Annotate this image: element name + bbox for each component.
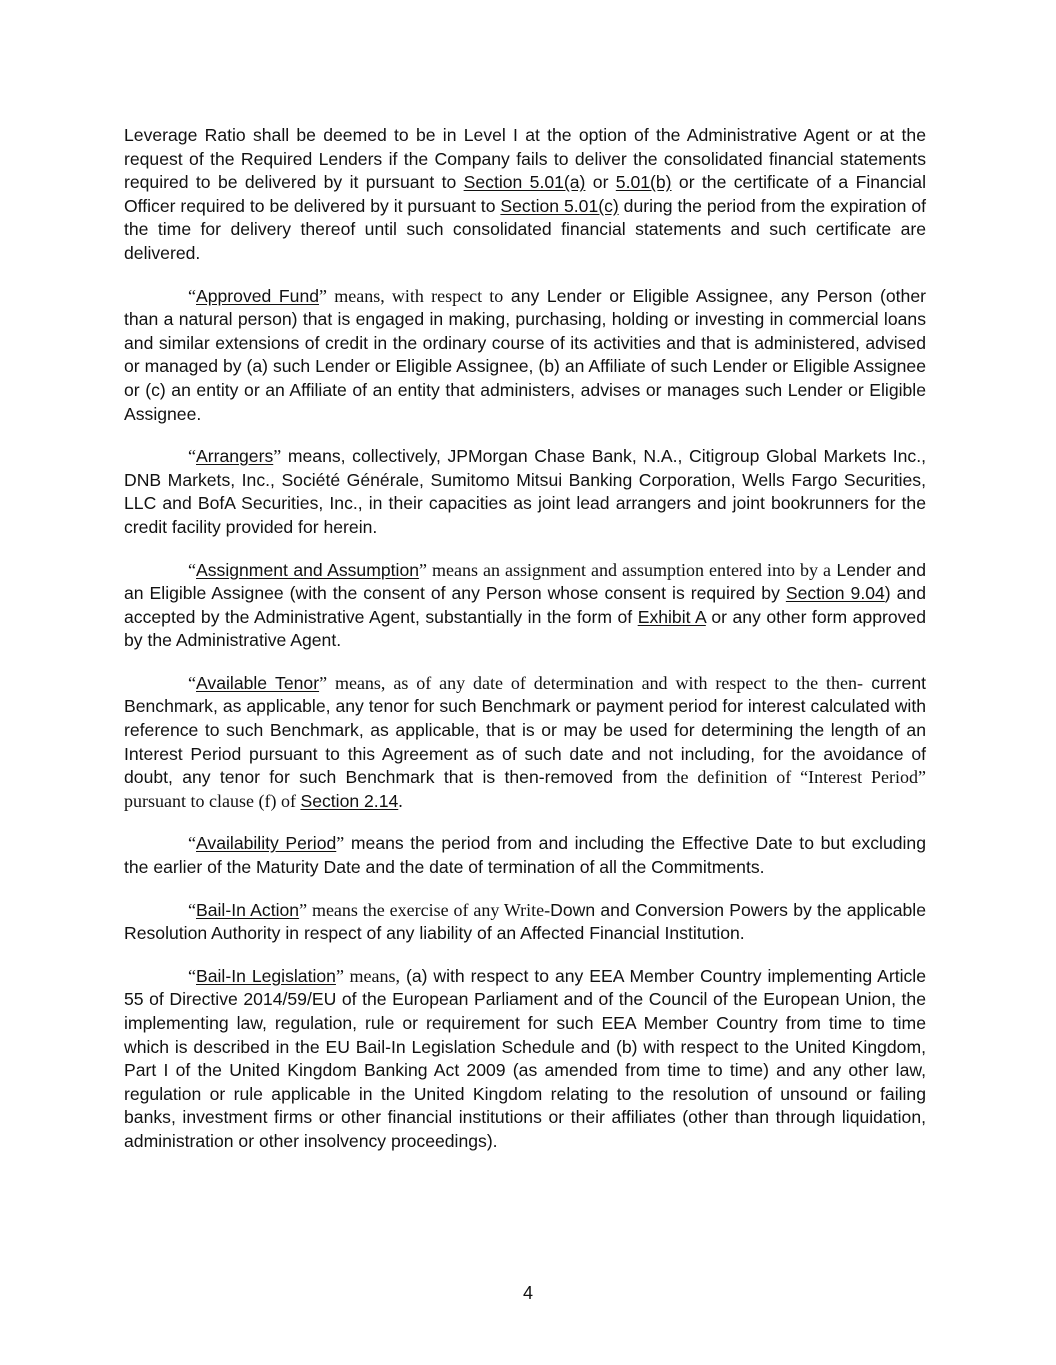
text: ) and accepted by the Administrative Agent, substantially in the form of (124, 583, 926, 627)
text: means, (343, 965, 401, 986)
close-quote: ” (299, 899, 308, 920)
definition-arrangers (124, 445, 926, 539)
text: current Benchmark, as applicable, any tenor for such Benchmark or payment period for interest calculated with reference to such Benchmark, as applicable, that is or may be used for determining the length of an Interest Period pursuant to this Agreement as of such date and not including, for the avoidance of doubt, any tenor for such Benchmark that is then-removed from (124, 672, 926, 788)
section-reference-link[interactable]: Section 9.04 (785, 583, 885, 604)
open-quote: “ (188, 285, 196, 306)
text: means the period from and including the Effective Date to but excluding the earlier of the Maturity Date and the date of termination of all the Commitments. (124, 833, 926, 878)
open-quote: “ (188, 899, 196, 920)
text: Leverage Ratio shall be deemed to be in Level I at the option of the Administrative Agent or at the request of the Required Lenders if the Company fails to deliver the consolidated financial statements required to be delivered by it pursuant to (124, 125, 926, 193)
text: means the exercise of any Write- (307, 899, 551, 920)
text: or the certificate of a Financial Officer required to be delivered by it pursuant to (124, 172, 926, 216)
section-reference-link[interactable]: 5.01(b) (615, 172, 672, 193)
close-quote: ” (273, 446, 282, 467)
text: means, with respect to (327, 285, 504, 306)
close-quote: ” (336, 833, 345, 854)
paragraph-leverage-ratio (124, 124, 926, 266)
text: means, as of any date of determination and with respect to the then- (327, 672, 863, 693)
page-number: 4 (522, 1283, 533, 1303)
text: the definition of “Interest Period” pursuant to clause (f) of (124, 767, 926, 811)
defined-term: Bail-In Action (196, 899, 300, 920)
close-quote: ” (419, 559, 428, 580)
text: means an assignment and assumption entered into by a (427, 559, 832, 580)
defined-term: Bail-In Legislation (196, 965, 336, 986)
close-quote: ” (319, 285, 328, 306)
defined-term: Availability Period (196, 833, 337, 854)
section-reference-link[interactable]: Section 5.01(c) (500, 195, 619, 216)
defined-term: Arrangers (196, 446, 274, 467)
text: Lender and an Eligible Assignee (with the consent of any Person whose consent is required by (124, 559, 926, 604)
text: (a) with respect to any EEA Member Country implementing Article 55 of Directive 2014/59/EU of the European Parliament and of the Council of the European Union, the implementing law, regulation, rule or requirement for such EEA Member Country from time to time which is described in the EU Bail-In Legislation Schedule and (b) with respect to the United Kingdom, Part I of the United Kingdom Banking Act 2009 (as amended from time to time) and any other law, regulation or rule applicable in the United Kingdom relating to the resolution of unsound or failing banks, investment firms or other financial institutions or their affiliates (other than through liquidation, administration or other insolvency proceedings). (124, 965, 927, 1151)
text: or (585, 172, 616, 193)
definition-bail-in-legislation (124, 965, 926, 1154)
definition-bail-in-action (124, 899, 926, 946)
definition-approved-fund (124, 285, 926, 427)
defined-term: Assignment and Assumption (196, 559, 420, 580)
defined-term: Available Tenor (196, 672, 320, 693)
close-quote: ” (335, 965, 344, 986)
text: during the period from the expiration of the time for delivery thereof until such consolidated financial statements and such certificate are delivered. (124, 195, 926, 263)
definition-availability-period (124, 832, 926, 879)
section-reference-link[interactable]: Section 5.01(a) (463, 172, 586, 193)
definition-available-tenor (124, 672, 926, 814)
section-reference-link[interactable]: Section 2.14 (300, 790, 399, 811)
open-quote: “ (188, 672, 196, 693)
text: or any other form approved by the Administrative Agent. (124, 606, 926, 651)
open-quote: “ (188, 833, 196, 854)
defined-term: Approved Fund (196, 285, 320, 306)
text: means, collectively, JPMorgan Chase Bank, N.A., Citigroup Global Markets Inc., DNB Markets, Inc., Société Générale, Sumitomo Mitsui Banking Corporation, Wells Fargo Securities, LLC and BofA Securities, Inc., in their capacities as joint lead arrangers and joint bookrunners for the credit facility provided for herein. (124, 446, 926, 537)
open-quote: “ (188, 446, 196, 467)
text: any Lender or Eligible Assignee, any Person (other than a natural person) that is engaged in making, purchasing, holding or investing in commercial loans and similar extensions of credit in the ordinary course of its activities and that is administered, advised or managed by (a) such Lender or Eligible Assignee, (b) an Affiliate of such Lender or Eligible Assignee or (c) an entity or an Affiliate of an entity that administers, advises or manages such Lender or Eligible Assignee. (124, 285, 926, 424)
text: . (398, 790, 403, 811)
text: Down and Conversion Powers by the applicable Resolution Authority in respect of any liability of an Affected Financial Institution. (124, 899, 926, 944)
exhibit-reference-link[interactable]: Exhibit A (637, 606, 706, 627)
document-page (124, 124, 926, 1173)
close-quote: ” (319, 672, 328, 693)
open-quote: “ (188, 559, 196, 580)
definition-assignment-and-assumption (124, 559, 926, 653)
open-quote: “ (188, 965, 196, 986)
